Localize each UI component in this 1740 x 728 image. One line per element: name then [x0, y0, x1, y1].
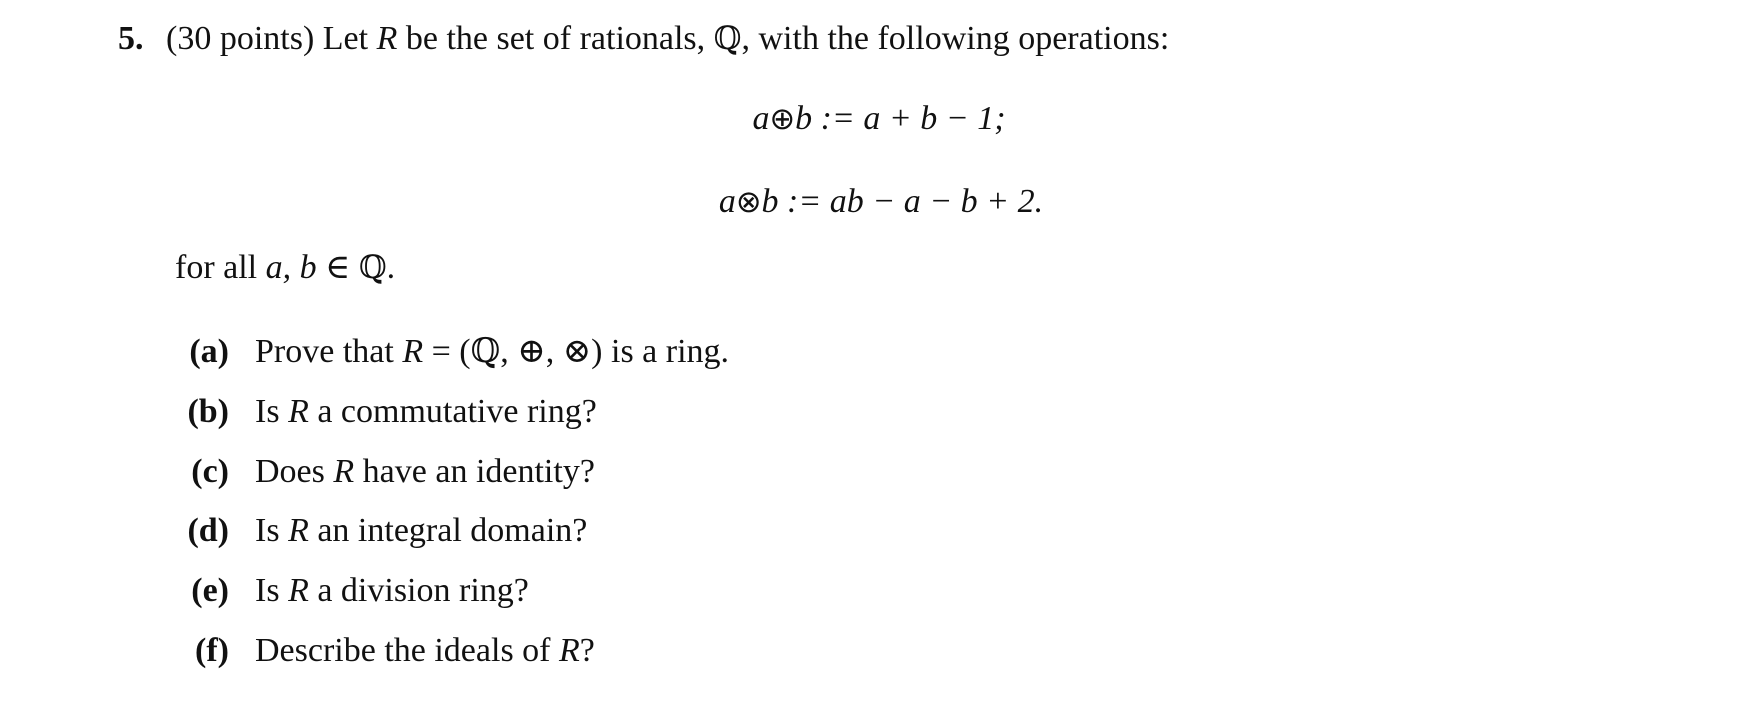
ring-symbol: R [288, 572, 309, 609]
part-text-post: a commutative ring? [317, 393, 597, 430]
for-all-set: ℚ [358, 248, 387, 286]
eq1-rhs: := a + b − 1; [820, 100, 1006, 137]
part-text-post: an integral domain? [317, 512, 588, 549]
part-text [255, 634, 595, 668]
ring-symbol: R [288, 512, 309, 549]
intro-text-3: , with the following operations: [741, 20, 1170, 57]
part-label: (f) [195, 632, 229, 669]
part-text-post: ? [579, 632, 595, 669]
problem-number: 5. [118, 20, 144, 57]
for-all-clause [175, 248, 396, 286]
part-label: (d) [187, 512, 229, 549]
eq2-rhs: := ab − a − b + 2. [787, 183, 1044, 220]
rationals-symbol: ℚ [713, 19, 742, 57]
part-text [255, 395, 597, 429]
ring-symbol: R [288, 393, 309, 430]
part-text-post: a division ring? [317, 572, 529, 609]
part-text-pre: Prove that [255, 333, 394, 370]
problem-statement [118, 19, 1170, 57]
part-text-pre: Is [255, 512, 280, 549]
ring-symbol: R [333, 453, 355, 490]
part-text [255, 455, 595, 489]
part-text-post: have an identity? [362, 453, 595, 490]
part-text-pre: Is [255, 393, 280, 430]
part-label: (b) [187, 393, 229, 430]
ring-symbol: R [376, 20, 398, 57]
part-text [255, 574, 529, 608]
ring-symbol: R [559, 632, 580, 669]
part-text [255, 335, 729, 369]
ring-symbol: R [402, 333, 424, 370]
equation-addition [0, 102, 1740, 136]
eq1-b: b [795, 100, 813, 137]
part-text-post: = (ℚ, ⊕, ⊗) is a ring. [431, 333, 730, 370]
part-text-pre: Describe the ideals of [255, 632, 551, 669]
for-all-prefix: for all [175, 249, 258, 286]
oplus-symbol: ⊕ [769, 102, 796, 137]
otimes-symbol: ⊗ [735, 185, 762, 220]
intro-text-2: be the set of rationals, [405, 20, 706, 57]
eq2-b: b [761, 183, 779, 220]
part-label: (a) [189, 333, 229, 370]
for-all-vars: a, b [265, 249, 317, 286]
part-text-pre: Is [255, 572, 280, 609]
intro-text-1: (30 points) Let [166, 20, 369, 57]
part-text-pre: Does [255, 453, 325, 490]
equation-multiplication [0, 185, 1740, 219]
eq1-a: a [752, 100, 770, 137]
part-text [255, 514, 587, 548]
for-all-end: . [386, 249, 396, 286]
element-of-symbol: ∈ [325, 249, 351, 286]
eq2-a: a [718, 183, 736, 220]
part-label: (c) [191, 453, 229, 490]
part-label: (e) [191, 572, 229, 609]
